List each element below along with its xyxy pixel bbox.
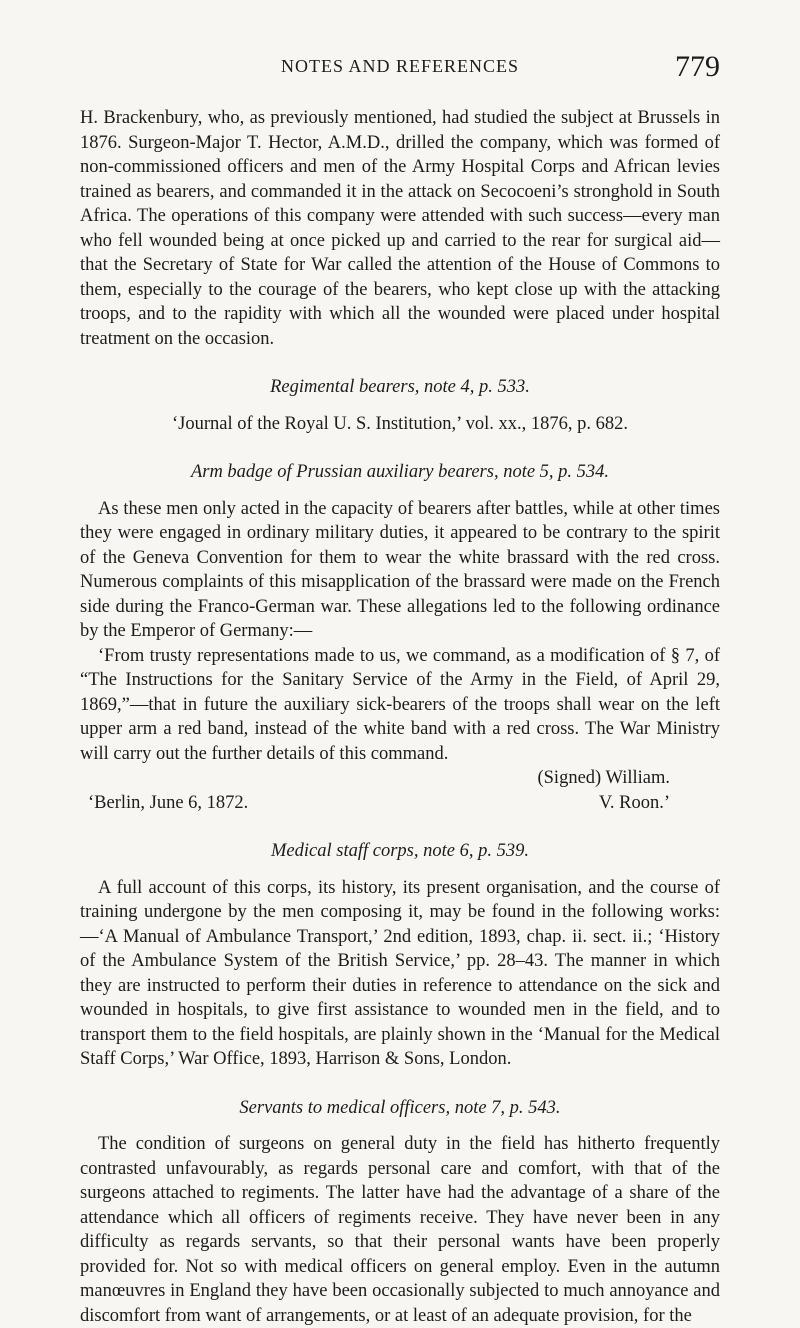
- page-number: 779: [675, 50, 720, 83]
- paragraph-brackenbury: H. Brackenbury, who, as previously mentioned, had studied the subject at Brussels in 1876. Surgeon-Major T. Hector, A.M.D., drilled the company, which was formed of non-commissioned officers and men of the Army Hospital Corps and African levies trained as bearers, and commanded it in the attack on Secocoeni’s stronghold in South Africa. The operations of this company were attended with such success—every man who fell wounded being at once picked up and carried to the rear for surgical aid—that the Secretary of State for War called the attention of the House of Commons to them, especially to the courage of the bearers, who kept close up with the attacking troops, and to the rapidity with which all the wounded were placed under hospital treatment on the occasion.: [80, 108, 720, 349]
- paragraph-arm-badge: As these men only acted in the capacity of bearers after battles, while at other times they were engaged in ordinary military duties, it appeared to be contrary to the spirit of the Geneva Convention for them to wear the white brassard with the red cross. Numerous complaints of this misapplication of the brassard were made on the French side during the Franco-German war. These allegations led to the following ordinance by the Emperor of Germany:—: [80, 498, 720, 641]
- reference-journal: ‘Journal of the Royal U. S. Institution,’ vol. xx., 1876, p. 682.: [172, 413, 628, 434]
- paragraph-ordinance-quote: ‘From trusty representations made to us, we command, as a modification of § 7, of “The Instructions for the Sanitary Service of the Army in the Field, of April 29, 1869,”—that in future the auxiliary sick-bearers of the troops shall wear on the left upper arm a red band, instead of the white band with a red cross. The War Ministry will carry out the further details of this command.: [80, 645, 720, 764]
- section-heading-regimental-bearers: Regimental bearers, note 4, p. 533.: [270, 377, 530, 397]
- paragraph-servants: The condition of surgeons on general duty in the field has hitherto frequently contrasted unfavourably, as regards personal care and comfort, with that of the surgeons attached to regiments. The latter have had the advantage of a share of the attendance which all officers of regiments receive. They have never been in any difficulty as regards servants, so that their personal wants have been properly provided for. Not so with medical officers on general employ. Even in the autumn manœuvres in England they have been occasionally subjected to much annoyance and discomfort from want of arrangements, or at least of an adequate provision, for the: [80, 1134, 720, 1326]
- signature-row-william: [80, 766, 720, 791]
- section-heading-medical-staff-corps: Medical staff corps, note 6, p. 539.: [271, 841, 529, 861]
- signature-row-roon: [80, 791, 720, 816]
- running-head: [80, 50, 720, 86]
- dateline-berlin: ‘Berlin, June 6, 1872.: [88, 792, 249, 813]
- signature-roon: V. Roon.’: [598, 792, 670, 813]
- section-heading-arm-badge: Arm badge of Prussian auxiliary bearers, note 5, p. 534.: [190, 462, 610, 482]
- signature-william: (Signed) William.: [537, 768, 670, 788]
- paragraph-medical-staff-corps: A full account of this corps, its history, its present organisation, and the course of training undergone by the men composing it, may be found in the following works:—‘A Manual of Ambulance Transport,’ 2nd edition, 1893, chap. ii. sect. ii.; ‘History of the Ambulance System of the British Service,’ pp. 28–43. The manner in which they are instructed to perform their duties in reference to attendance on the sick and wounded in hospitals, to give first assistance to wounded men in the field, and to transport them to the field hospitals, are plainly shown in the ‘Manual for the Medical Staff Corps,’ War Office, 1893, Harrison & Sons, London.: [80, 877, 720, 1069]
- section-heading-servants: Servants to medical officers, note 7, p. 543.: [239, 1097, 561, 1118]
- running-title: NOTES AND REFERENCES: [280, 56, 520, 76]
